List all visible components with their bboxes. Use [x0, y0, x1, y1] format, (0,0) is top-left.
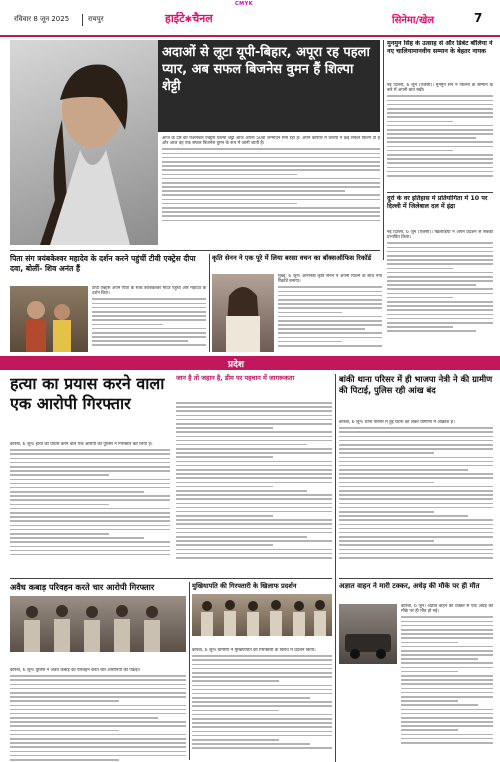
group-illustration	[10, 596, 186, 652]
awaidh-headline: अवैध कबाड़ परिवहन करते चार आरोपी गिरफ्तार	[10, 582, 155, 592]
shilpa-headline: अदाओं से लूटा यूपी-बिहार, अपूरा रह पहला प्यार, अब सफल बिजनेस वुमन हैं शिल्पा शेट्टी	[162, 45, 370, 94]
masthead-logo	[165, 11, 213, 26]
lead-headline: दूर्रा के वर इतिहास में प्रतियोगिता में 10 पर दिल्ली में जिलेबाल दल में इंद्रा	[387, 195, 488, 210]
pita-story	[10, 254, 206, 354]
ajnat-body: कोरबा, 6 जून। अज्ञात वाहन की टक्कर से एक अधेड़ की मौके पर ही मौत हो गई।	[401, 604, 493, 615]
bhajpa-story	[339, 374, 493, 574]
shilpa-story	[10, 40, 380, 245]
masthead-divider	[82, 14, 83, 26]
divider	[339, 578, 493, 579]
cmyk-mark: CMYK	[235, 1, 254, 7]
awaidh-photo	[10, 596, 186, 652]
hatya-headline: हत्या का प्रयास करने वाला एक आरोपी गिरफ्तार	[10, 374, 165, 413]
column-divider	[335, 374, 336, 762]
pita-headline: पिता संग त्रयंबकेश्वर महादेव के दर्शन करने पहुंचीं टीवी एक्ट्रेस दीपा दवा, बोलीं- शिव अनंत हैं	[10, 254, 196, 273]
ajnat-story	[339, 582, 493, 760]
shilpa-body-text: आज के दौर की फैशनेबल एक्ट्रेस शिल्पा शेट्टी आज अपना 50वां जन्मदिन मना रही हैं। अपने करियर में शिल्पा ने कई सफल फिल्में दी हैं और आज वह एक सफल बिजनेस वुमन के रूप में जानी जाती हैं।	[162, 136, 380, 147]
portrait-illustration	[10, 40, 158, 245]
hatya-kicker: जान है तो जहान है, डीम पर पहचान में जागरूकता	[176, 374, 295, 382]
page-number: 7	[474, 11, 483, 25]
munmun-story	[387, 40, 493, 190]
kriti-photo	[212, 274, 274, 352]
accident-illustration	[339, 604, 397, 664]
column-divider	[189, 582, 190, 760]
portrait-illustration	[212, 274, 274, 352]
lead-story	[387, 195, 493, 345]
kriti-body: मुंबई, 6 जून। अभिनेत्री कृति सेनन ने अपनी फिल्म के साथ नया रिकॉर्ड बनाया।	[278, 274, 382, 285]
mukhiya-photo	[192, 594, 332, 636]
masthead	[0, 9, 500, 37]
pita-photo	[10, 286, 88, 352]
masthead-city: रायपुर	[88, 15, 104, 23]
divider	[10, 578, 332, 579]
column-divider	[383, 40, 384, 260]
pradesh-label: प्रदेश	[228, 360, 245, 370]
munmun-headline: मुनमुन सिंह के उत्साह से और डिबेट बॉलिया ने नए चालियामानवीय सम्मान के बेहतर नायक	[387, 40, 493, 55]
divider	[10, 250, 380, 251]
awaidh-body: कोरबा, 6 जून। पुलिस ने अवैध कबाड़ का परिवहन करते चार आरोपियों को पकड़ा।	[10, 668, 141, 673]
logo-text: हाईटे	[165, 12, 185, 25]
awaidh-story	[10, 582, 186, 760]
kriti-headline: कृति सेनन ने एक पूरे में लिया बरसा वचन का बॉक्सऑफिस रिकॉर्ड	[212, 254, 372, 262]
mukhiya-headline: मुखियापति की गिरफ्तारी के खिलाफ प्रदर्शन	[192, 582, 297, 590]
logo-star-icon: ✱	[184, 15, 193, 25]
bhajpa-headline: बांकी थाना परिसर में ही भाजपा नेत्री ने की ग्रामीण की पिटाई, पुलिस रही आंख बंद	[339, 374, 493, 395]
pita-body: टीवी एक्ट्रेस अपने पिता के साथ त्रयंबकेश्वर मंदिर पहुंचीं और महादेव के दर्शन किए।	[92, 286, 206, 297]
divider	[387, 192, 493, 193]
pradesh-bar	[0, 356, 500, 370]
column-divider	[209, 254, 210, 352]
ajnat-headline: अज्ञात वाहन ने मारी टक्कर, अधेड़ की मौके पर ही मौत	[339, 582, 480, 590]
bhajpa-body: कोरबा, 6 जून। थाना परिसर में हुई घटना को लेकर ग्रामीणों में आक्रोश है।	[339, 420, 455, 425]
munmun-body: नई दिल्ली, 6 जून (एजेंसी)। मुनमुन सेन ने फिल्मों के सम्मान के बारे में अपनी बात रखी।	[387, 83, 493, 94]
temple-illustration	[10, 286, 88, 352]
hatya-body: कोरबा, 6 जून। हत्या का प्रयास करने वाले एक आरोपी को पुलिस ने गिरफ्तार कर लिया है।	[10, 442, 153, 447]
mukhiya-body: कोरबा, 6 जून। ग्रामीणों ने मुखियापति की गिरफ्तारी के विरोध में प्रदर्शन किया।	[192, 648, 316, 653]
protest-illustration	[192, 594, 332, 636]
hatya-story	[10, 374, 332, 574]
mukhiya-story	[192, 582, 332, 760]
lead-body: नई दिल्ली, 6 जून (एजेंसी)। खिलाड़ियों ने अपने प्रदर्शन से सबको प्रभावित किया।	[387, 230, 493, 241]
logo-suffix: चैनल	[192, 12, 213, 25]
kriti-story	[212, 254, 382, 354]
ajnat-photo	[339, 604, 397, 664]
section-label: सिनेमा/खेल	[392, 15, 435, 26]
masthead-date: रविवार 8 जून 2025	[14, 15, 70, 23]
shilpa-photo	[10, 40, 158, 245]
shilpa-body	[162, 136, 380, 242]
